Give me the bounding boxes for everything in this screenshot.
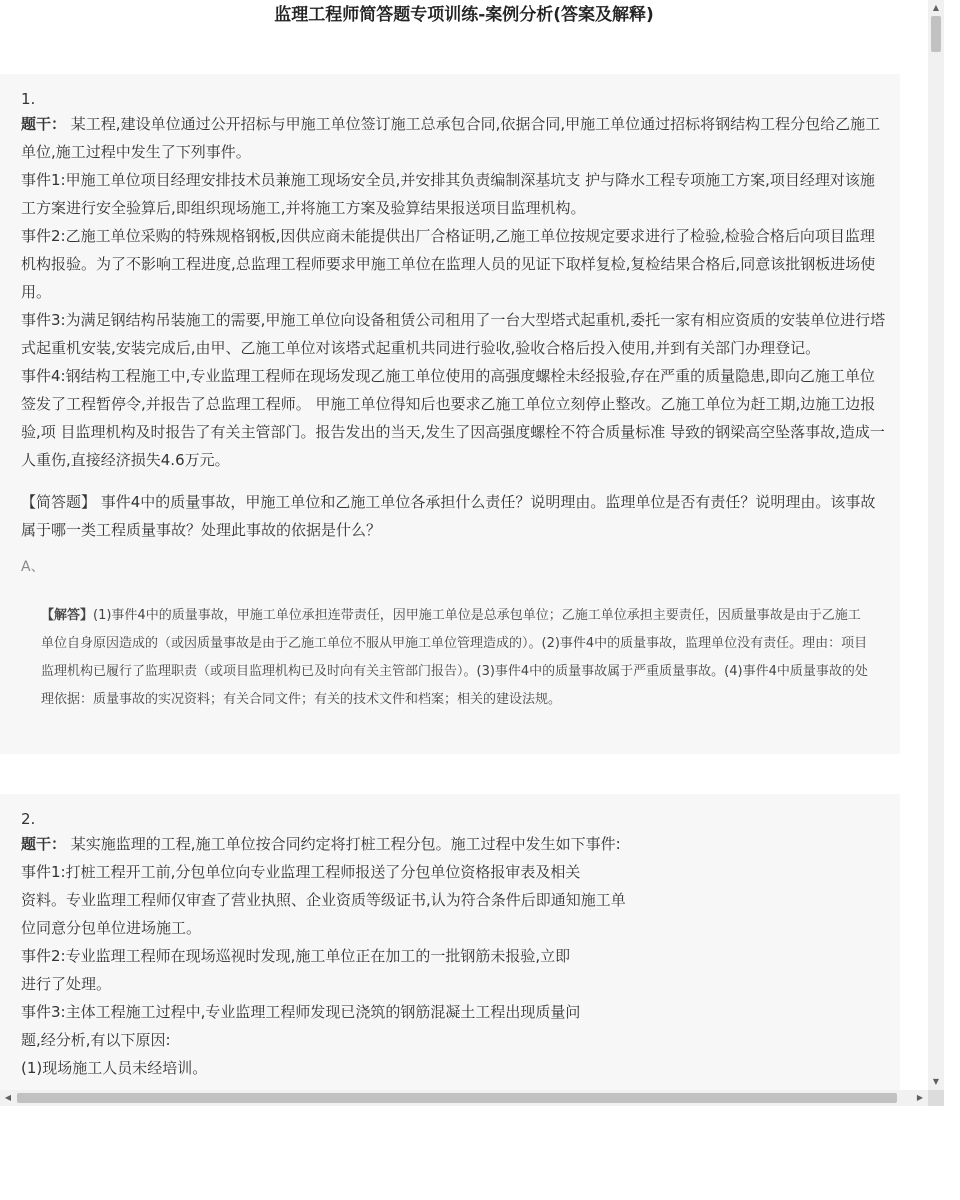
question-number: 1. xyxy=(21,90,36,108)
stem-line: 位同意分包单位进场施工。 xyxy=(21,919,202,937)
horizontal-scroll-thumb[interactable] xyxy=(17,1093,897,1103)
stem-line: 进行了处理。 xyxy=(21,975,112,993)
stem-line: 资料。专业监理工程师仅审查了营业执照、企业资质等级证书,认为符合条件后即通知施工单 xyxy=(21,891,626,909)
stem-text: 某实施监理的工程,施工单位按合同约定将打桩工程分包。施工过程中发生如下事件: xyxy=(70,835,621,853)
stem-line: 事件3:主体工程施工过程中,专业监理工程师发现已浇筑的钢筋混凝土工程出现质量问 xyxy=(21,1003,581,1021)
scroll-down-arrow-icon[interactable]: ▼ xyxy=(932,1077,940,1086)
option-a: A、 xyxy=(21,559,45,575)
vertical-scroll-thumb[interactable] xyxy=(931,16,941,52)
stem-line: (1)现场施工人员未经培训。 xyxy=(21,1059,208,1077)
question-card-2 xyxy=(0,794,900,1090)
horizontal-scrollbar[interactable] xyxy=(0,1090,928,1106)
event-1: 事件1:甲施工单位项目经理安排技术员兼施工现场安全员,并安排其负责编制深基坑支 护与降水工程专项施工方案,项目经理对该施工方案进行安全验算后,即组织现场施工,并将施工方案及验算结果报送项目监理机构。 xyxy=(21,171,875,217)
question-text: 【简答题】 事件4中的质量事故，甲施工单位和乙施工单位各承担什么责任？说明理由。监理单位是否有责任？说明理由。该事故属于哪一类工程质量事故？处理此事故的依据是什么？ xyxy=(21,493,876,539)
page-title: 监理工程师简答题专项训练-案例分析(答案及解释) xyxy=(274,5,654,25)
question-card-1 xyxy=(0,74,900,754)
scroll-up-arrow-icon[interactable]: ▲ xyxy=(932,3,940,12)
scroll-left-arrow-icon[interactable]: ◀ xyxy=(4,1093,12,1102)
stem-line: 题,经分析,有以下原因: xyxy=(21,1031,171,1049)
stem-label: 题干： xyxy=(21,835,67,853)
vertical-scrollbar[interactable] xyxy=(928,0,944,1090)
stem-line: 事件2:专业监理工程师在现场巡视时发现,施工单位正在加工的一批钢筋未报验,立即 xyxy=(21,947,571,965)
answer-explanation xyxy=(41,602,872,714)
answer-label: 【解答】 xyxy=(41,608,94,623)
scrollbar-corner xyxy=(928,1090,944,1106)
stem-line: 事件1:打桩工程开工前,分包单位向专业监理工程师报送了分包单位资格报审表及相关 xyxy=(21,863,581,881)
event-4: 事件4:钢结构工程施工中,专业监理工程师在现场发现乙施工单位使用的高强度螺栓未经报验,存在严重的质量隐患,即向乙施工单位签发了工程暂停令,并报告了总监理工程师。 甲施工单位得知后也要求乙施工单位立刻停止整改。乙施工单位为赶工期,边施工边报验,项 目监理机构及时报告了有关主管部门。报告发出的当天,发生了因高强度螺栓不符合质量标准 导致的钢梁高空坠落事故,造成一人重伤,直接经济损失4.6万元。 xyxy=(21,367,885,469)
stem-text: 某工程,建设单位通过公开招标与甲施工单位签订施工总承包合同,依据合同,甲施工单位通过招标将钢结构工程分包给乙施工单位,施工过程中发生了下列事件。 xyxy=(21,115,881,161)
event-2: 事件2:乙施工单位采购的特殊规格钢板,因供应商未能提供出厂合格证明,乙施工单位按规定要求进行了检验,检验合格后向项目监理机构报验。为了不影响工程进度,总监理工程师要求甲施工单位在监理人员的见证下取样复检,复检结果合格后,同意该批钢板进场使用。 xyxy=(21,227,876,301)
event-3: 事件3:为满足钢结构吊装施工的需要,甲施工单位向设备租赁公司租用了一台大型塔式起重机,委托一家有相应资质的安装单位进行塔式起重机安装,安装完成后,由甲、乙施工单位对该塔式起重机共同进行验收,验收合格后投入使用,并到有关部门办理登记。 xyxy=(21,311,886,357)
stem-label: 题干： xyxy=(21,115,67,133)
question-stem xyxy=(21,830,671,1082)
question-number: 2. xyxy=(21,810,36,828)
question-stem xyxy=(21,110,886,474)
scroll-right-arrow-icon[interactable]: ▶ xyxy=(916,1093,924,1102)
answer-text: (1)事件4中的质量事故，甲施工单位承担连带责任，因甲施工单位是总承包单位；乙施工单位承担主要责任，因质量事故是由于乙施工单位自身原因造成的（或因质量事故是由于乙施工单位不服从甲施工单位管理造成的）。(2)事件4中的质量事故，监理单位没有责任。理由：项目监理机构已履行了监理职责（或项目监理机构已及时向有关主管部门报告）。(3)事件4中的质量事故属于严重质量事故。(4)事件4中质量事故的处理依据：质量事故的实况资料；有关合同文件；有关的技术文件和档案；相关的建设法规。 xyxy=(41,608,868,707)
